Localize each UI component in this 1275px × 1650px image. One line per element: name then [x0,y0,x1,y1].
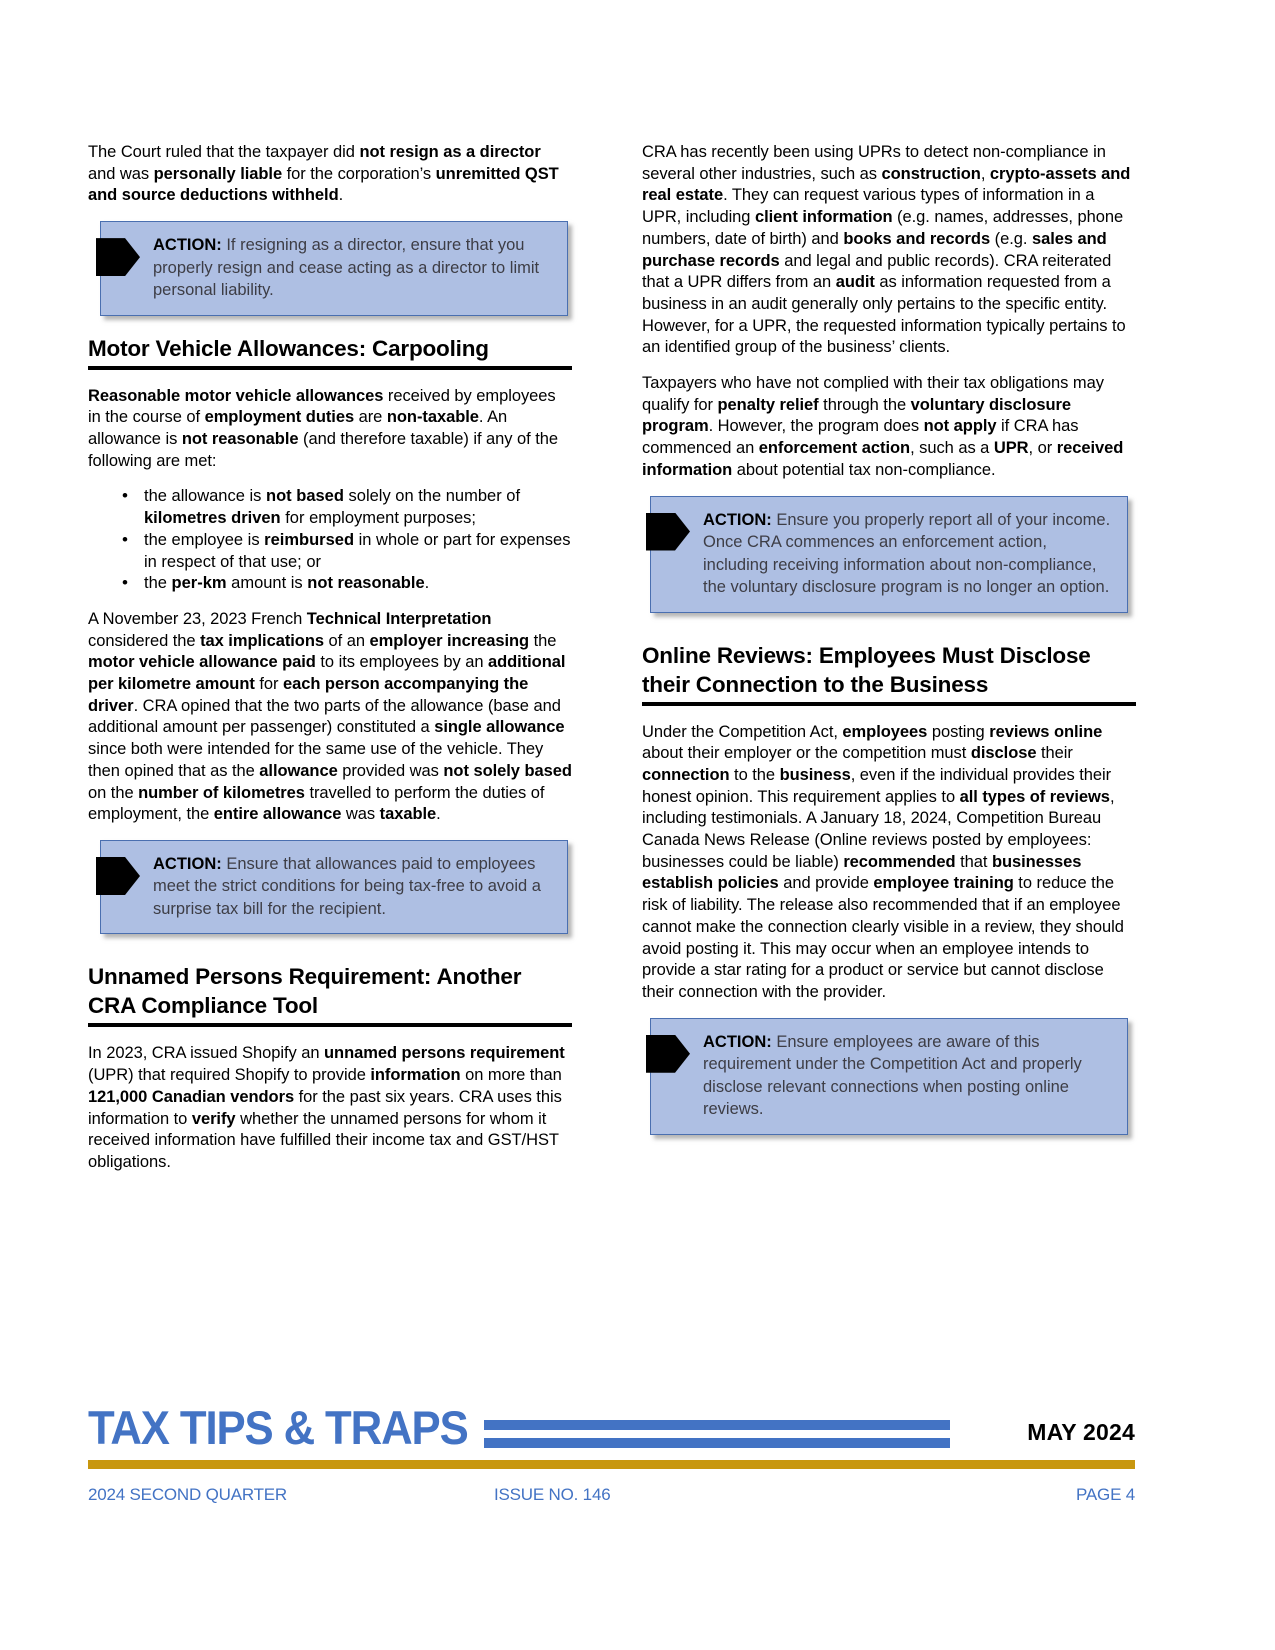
arrow-icon [646,1035,690,1073]
action-callout-report-income [650,496,1128,613]
paragraph-technical-interpretation: A November 23, 2023 French Technical Interpretation considered the tax implications of an employer increasing the motor vehicle allowance paid to its employees by an additional per kilometre amount for each person accompanying the driver. CRA opined that the two parts of the allowance (base and additional amount per passenger) constituted a single allowance since both were intended for the same use of the vehicle. They then opined that as the allowance provided was not solely based on the number of kilometres travelled to perform the duties of employment, the entire allowance was taxable. [88,609,572,824]
footer-brand-row [88,1392,1135,1452]
action-callout-text [153,853,553,921]
footer-page-number: PAGE 4 [1076,1485,1135,1504]
gold-divider-rule [88,1460,1135,1469]
section-heading-motor-vehicle-wrap [88,334,572,370]
paragraph-voluntary-disclosure: Taxpayers who have not complied with their tax obligations may qualify for penalty relief through the voluntary disclosure program. However, the program does not apply if CRA has commenced an enforcement action, such as a UPR, or received information about potential tax non-compliance. [642,374,1124,479]
action-label: ACTION: [703,510,772,529]
paragraph-upr-industries: CRA has recently been using UPRs to detect non-compliance in several other industries, such as construction, crypto-assets and real estate. They can request various types of information in a UPR, including client information (e.g. names, addresses, phone numbers, date of birth) and books and records (e.g. sales and purchase records and legal and public records). CRA reiterated that a UPR differs from an audit as information requested from a business in an audit generally only pertains to the specific entity. However, for a UPR, the requested information typically pertains to an identified group of the business’ clients. [642,143,1131,357]
brand-bar-bottom [484,1438,950,1448]
action-label: ACTION: [153,236,222,255]
brand-rule-bars [484,1420,950,1448]
issue-date: MAY 2024 [1027,1419,1135,1445]
action-body: Ensure employees are aware of this requirement under the Competition Act and properly disclose relevant connections when posting online reviews. [703,1032,1082,1119]
action-callout-employee-awareness [650,1018,1128,1135]
arrow-icon [96,857,140,895]
list-item: • the per-km amount is not reasonable. [122,573,572,595]
list-item: • the employee is reimbursed in whole or part for expenses in respect of that use; or [122,530,572,573]
list-item: • the allowance is not based solely on the number of kilometres driven for employment purposes; [122,486,572,529]
brand-bar-top [484,1420,950,1430]
action-callout-text [153,234,553,302]
section-heading-upr: Unnamed Persons Requirement: Another CRA Compliance Tool [88,964,522,1019]
action-callout-resign [100,221,568,316]
action-callout-allowances [100,840,568,935]
bullet-list-not-reasonable [88,486,572,595]
two-column-body [88,142,1136,1188]
arrow-icon [646,513,690,551]
action-body: Ensure that allowances paid to employees meet the strict conditions for being tax-free to avoid a surprise tax bill for the recipient. [153,854,541,918]
arrow-icon [96,238,140,276]
paragraph-shopify-upr: In 2023, CRA issued Shopify an unnamed persons requirement (UPR) that required Shopify to provide information on more than 121,000 Canadian vendors for the past six years. CRA uses this information to verify whether the unnamed persons for whom it received information have fulfilled their income tax and GST/HST obligations. [88,1044,565,1171]
footer-meta-row [88,1485,1135,1509]
section-heading-online-reviews-wrap [642,641,1136,706]
action-callout-text [703,1031,1113,1121]
right-column [642,142,1136,1188]
left-column [88,142,572,1188]
action-callout-text [703,509,1113,599]
publication-title: TAX TIPS & TRAPS [88,1401,468,1454]
section-heading-motor-vehicle: Motor Vehicle Allowances: Carpooling [88,335,489,361]
paragraph-competition-act: Under the Competition Act, employees posting reviews online about their employer or the competition must disclose their connection to the business, even if the individual provides their honest opinion. This requirement applies to all types of reviews, including testimonials. A January 18, 2024, Competition Bureau Canada News Release (Online reviews posted by employees: businesses could be liable) recommended that businesses establish policies and provide employee training to reduce the risk of liability. The release also recommended that if an employee cannot make the connection clearly visible in a review, they should avoid posting it. This may occur when an employee intends to provide a star rating for a product or service but cannot disclose their connection with the provider. [642,722,1124,1001]
action-label: ACTION: [153,854,222,873]
footer-quarter: 2024 SECOND QUARTER [88,1485,288,1504]
paragraph-court-ruling: The Court ruled that the taxpayer did not resign as a director and was personally liable for the corporation’s unremitted QST and source deductions withheld. [88,143,559,205]
action-body: Ensure you properly report all of your income. Once CRA commences an enforcement action, including receiving information about non-compliance, the voluntary disclosure program is no longer an option. [703,510,1111,597]
section-heading-upr-wrap [88,962,572,1027]
paragraph-reasonable-allowances: Reasonable motor vehicle allowances received by employees in the course of employment duties are non-taxable. An allowance is not reasonable (and therefore taxable) if any of the following are met: [88,386,559,470]
section-heading-online-reviews: Online Reviews: Employees Must Disclose their Connection to the Business [642,642,1091,697]
action-label: ACTION: [703,1032,772,1051]
action-body: If resigning as a director, ensure that you properly resign and cease acting as a director to limit personal liability. [153,236,540,300]
page-footer [88,1392,1135,1532]
footer-issue-number: ISSUE NO. 146 [494,1485,611,1504]
